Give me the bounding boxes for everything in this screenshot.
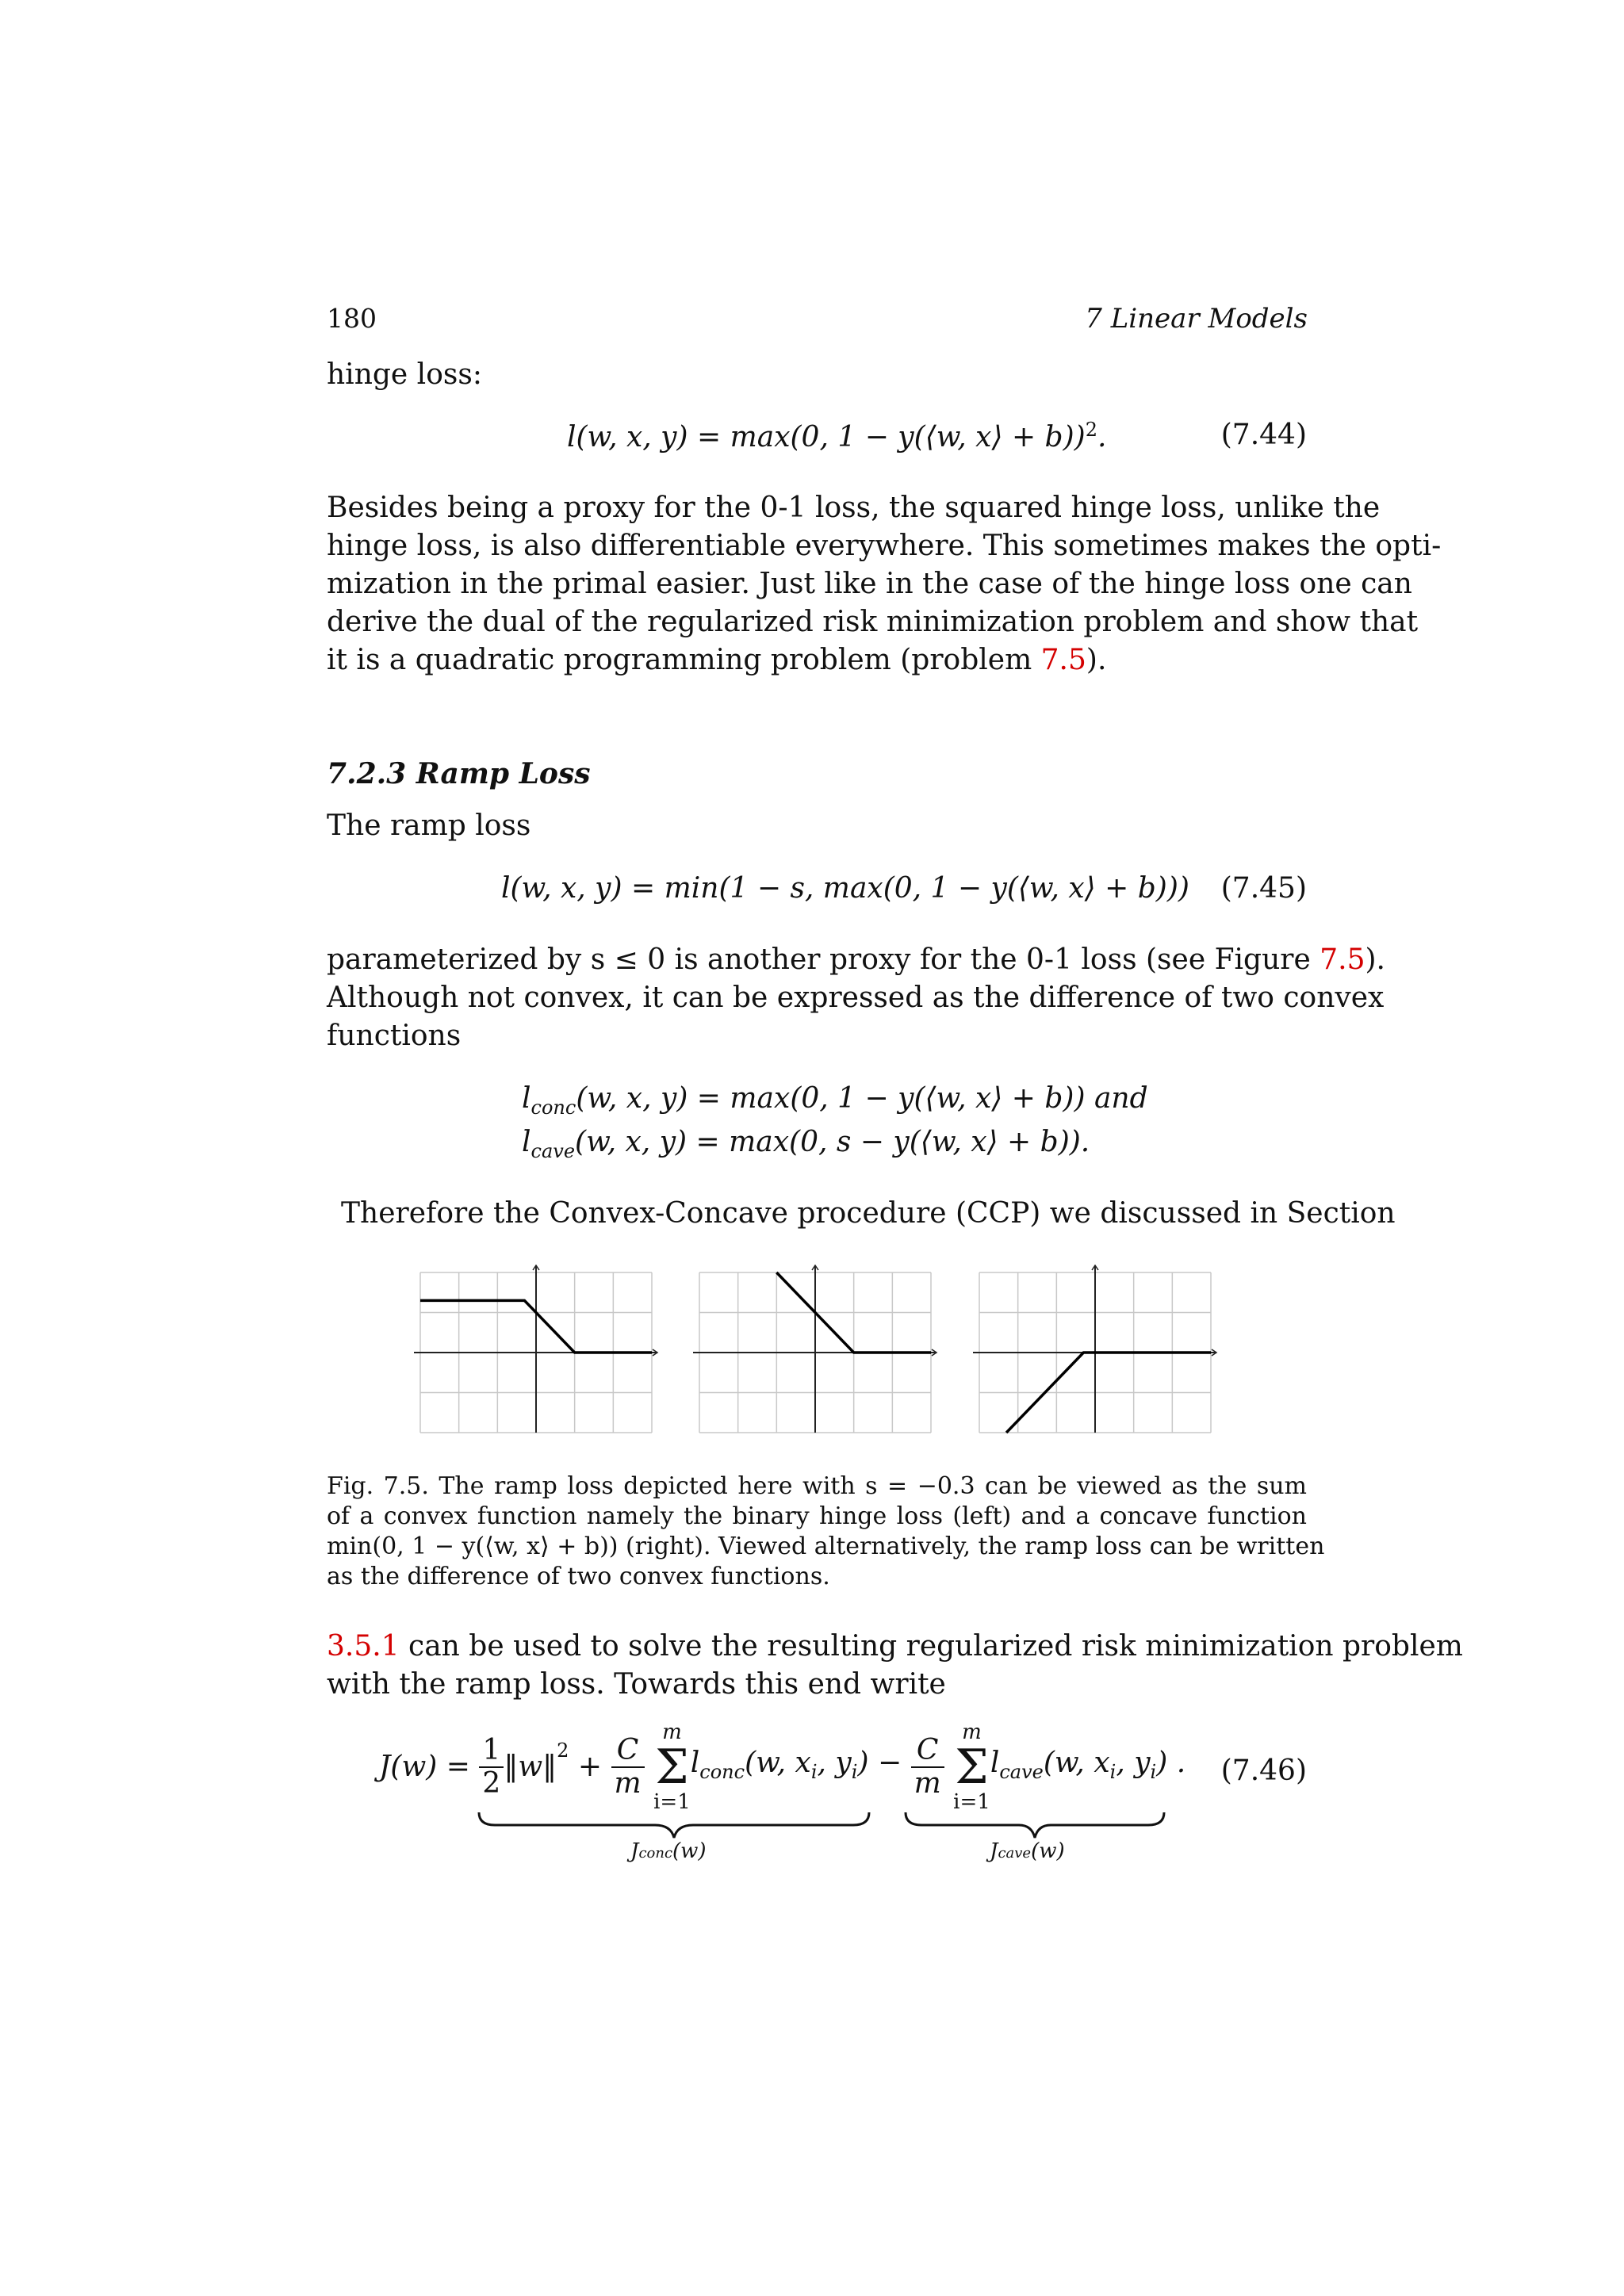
loss-args: ) .: [1156, 1746, 1186, 1779]
equation-number-7-44: (7.44): [1220, 419, 1307, 451]
paragraph-line: [327, 941, 1386, 979]
caption-line: as the difference of two convex functions.: [327, 1563, 830, 1590]
norm-exponent: 2: [557, 1739, 569, 1762]
equation-rhs: (w, x, y) = max(0, 1 − y(⟨w, x⟩ + b)) and: [576, 1082, 1148, 1115]
fraction-denominator: m: [614, 1767, 642, 1800]
plus-sign: +: [577, 1751, 603, 1783]
equation-7-44: [567, 419, 1106, 453]
fraction-c-over-m: [911, 1735, 944, 1800]
label-sub: cave: [998, 1845, 1032, 1862]
paragraph-line: [327, 1628, 1463, 1666]
caption-line: Fig. 7.5. The ramp loss depicted here with s = −0.3 can be viewed as the sum: [327, 1472, 1307, 1500]
equation-7-44-body: l(w, x, y) = max(0, 1 − y(⟨w, x⟩ + b)): [567, 421, 1086, 453]
paragraph-ccp-continued: [327, 1628, 1463, 1704]
norm-term: ‖w‖: [504, 1751, 557, 1783]
paragraph-text: parameterized by s ≤ 0 is another proxy for the 0-1 loss (see Figure: [327, 943, 1320, 976]
loss-args: , y: [817, 1746, 852, 1779]
sum-upper-limit: m: [962, 1720, 982, 1744]
paragraph-line: with the ramp loss. Towards this end write: [327, 1668, 946, 1701]
label-j: J: [630, 1839, 639, 1863]
page-number: 180: [327, 303, 377, 334]
figure-plot-left: [412, 1265, 660, 1441]
equation-number-7-45: (7.45): [1220, 872, 1307, 905]
equation-subscript: cave: [530, 1140, 576, 1162]
paragraph-line: derive the dual of the regularized risk minimization problem and show that: [327, 606, 1419, 638]
equation-7-44-period: .: [1097, 421, 1107, 453]
running-title: 7 Linear Models: [1085, 303, 1308, 335]
equation-lhs: J(w) =: [379, 1751, 470, 1783]
sum-symbol: Σ: [955, 1739, 989, 1795]
paragraph-line: Although not convex, it can be expressed as the difference of two convex: [327, 982, 1385, 1014]
paragraph-text: it is a quadratic programming problem (problem: [327, 644, 1041, 676]
label-arg: (w): [672, 1839, 707, 1863]
equation-rhs: (w, x, y) = max(0, s − y(⟨w, x⟩ + b)).: [575, 1126, 1090, 1158]
label-j-conc: [630, 1839, 707, 1863]
loss-subscript: cave: [999, 1760, 1044, 1783]
equation-7-45: l(w, x, y) = min(1 − s, max(0, 1 − y(⟨w, x⟩ + b))): [501, 872, 1189, 905]
sum-upper-limit: m: [662, 1720, 682, 1744]
fraction-numerator: C: [911, 1735, 944, 1768]
sum-symbol: Σ: [655, 1739, 689, 1795]
term-cave: [990, 1746, 1186, 1783]
paragraph-ccp: [341, 1195, 1396, 1233]
index-subscript: i: [851, 1760, 858, 1783]
fraction-denominator: 2: [482, 1767, 501, 1800]
problem-link[interactable]: 7.5: [1040, 644, 1086, 676]
paragraph-ramp-loss-definition: [327, 941, 1386, 1055]
label-j-cave: [990, 1839, 1065, 1863]
equation-subscript: conc: [530, 1096, 576, 1119]
paragraph-text: ).: [1365, 943, 1386, 976]
loss-args: (w, x: [745, 1746, 811, 1779]
loss-args: ) −: [857, 1746, 902, 1779]
loss-args: (w, x: [1043, 1746, 1110, 1779]
figure-link[interactable]: 7.5: [1320, 943, 1365, 976]
equation-7-46: [379, 1720, 1185, 1814]
fraction-denominator: m: [914, 1767, 941, 1800]
paragraph-line: hinge loss, is also differentiable everywhere. This sometimes makes the opti-: [327, 530, 1442, 562]
index-subscript: i: [1109, 1760, 1116, 1783]
equation-number-7-46: (7.46): [1220, 1755, 1307, 1787]
paragraph-line: functions: [327, 1020, 462, 1052]
equation-7-44-exponent: 2: [1085, 419, 1097, 441]
figure-caption: [327, 1471, 1325, 1592]
summation-cave: [953, 1720, 990, 1814]
summation-conc: [653, 1720, 691, 1814]
loss-symbol: l: [690, 1746, 700, 1779]
section-heading: 7.2.3 Ramp Loss: [327, 757, 591, 790]
section-link[interactable]: 3.5.1: [327, 1630, 400, 1663]
label-sub: conc: [638, 1845, 673, 1862]
fraction-numerator: C: [611, 1735, 645, 1768]
loss-subscript: conc: [699, 1760, 745, 1783]
figure-plot-right: [971, 1265, 1219, 1441]
caption-line: of a convex function namely the binary hinge loss (left) and a concave function: [327, 1502, 1307, 1530]
label-j: J: [990, 1839, 998, 1863]
paragraph-text: can be used to solve the resulting regularized risk minimization problem: [399, 1630, 1463, 1663]
figure-plot-middle: [691, 1265, 939, 1441]
paragraph-line: [327, 641, 1307, 679]
loss-symbol: l: [990, 1746, 1000, 1779]
equation-l-conc: [522, 1082, 1148, 1119]
paragraph-line: mization in the primal easier. Just like in the case of the hinge loss one can: [327, 568, 1412, 600]
sum-lower-limit: i=1: [653, 1790, 691, 1814]
loss-args: , y: [1116, 1746, 1151, 1779]
index-subscript: i: [810, 1760, 818, 1783]
paragraph-text: ).: [1086, 644, 1107, 676]
equation-symbol: l: [522, 1126, 531, 1158]
term-conc: [690, 1746, 902, 1783]
paragraph-ramp-loss-intro: The ramp loss: [327, 809, 531, 842]
paragraph-squared-hinge: [327, 489, 1442, 679]
equation-l-cave: [522, 1126, 1090, 1162]
paragraph-line: Besides being a proxy for the 0-1 loss, the squared hinge loss, unlike the: [327, 492, 1381, 524]
paragraph-line: Therefore the Convex-Concave procedure (CCP) we discussed in Section: [341, 1197, 1396, 1230]
underbrace-cave: [902, 1809, 1167, 1841]
sum-lower-limit: i=1: [953, 1790, 990, 1814]
fraction-c-over-m: [611, 1735, 645, 1800]
underbrace-conc: [476, 1809, 872, 1841]
caption-line: min(0, 1 − y(⟨w, x⟩ + b)) (right). Viewed alternatively, the ramp loss can be written: [327, 1533, 1325, 1560]
equation-symbol: l: [522, 1082, 531, 1115]
intro-text: hinge loss:: [327, 358, 482, 391]
label-arg: (w): [1031, 1839, 1065, 1863]
index-subscript: i: [1150, 1760, 1157, 1783]
fraction-half: [479, 1735, 504, 1800]
fraction-numerator: 1: [479, 1735, 504, 1768]
